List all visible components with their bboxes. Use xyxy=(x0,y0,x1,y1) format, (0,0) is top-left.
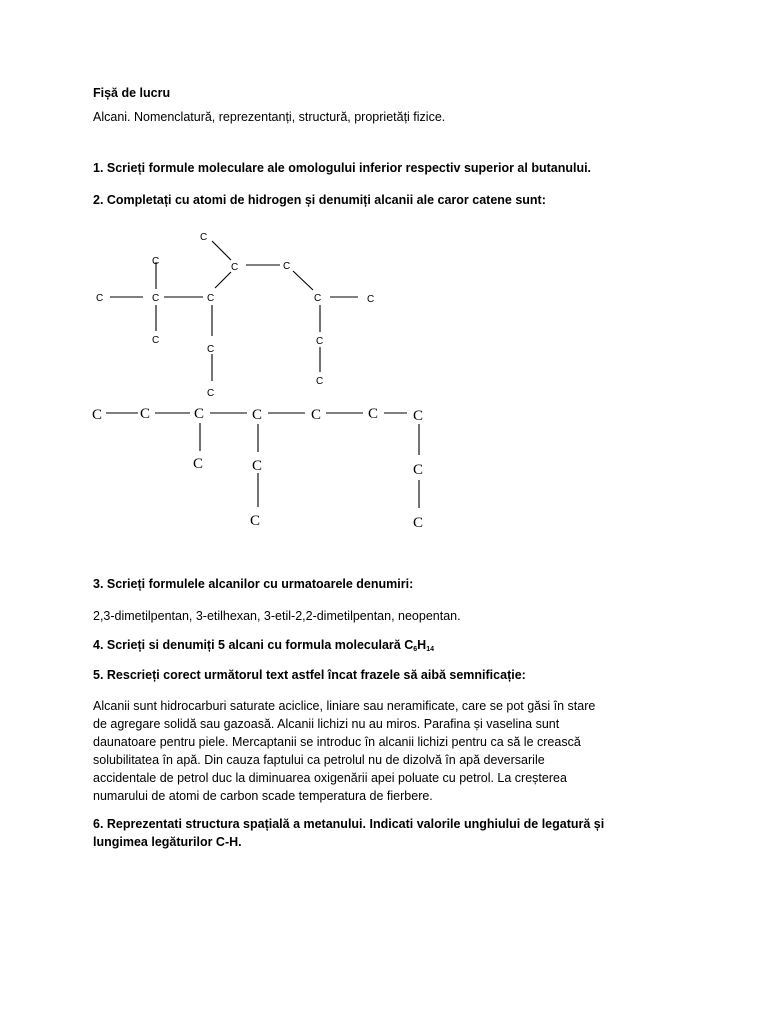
carbon-atom: C xyxy=(413,462,424,478)
carbon-atom: C xyxy=(193,456,204,472)
carbon-chain-2 xyxy=(92,406,423,531)
paragraph-line: accidentale de petrol duc la diminuarea oxigenării apei poluate cu petrol. La creșterea xyxy=(93,771,567,785)
carbon-atom: C xyxy=(140,406,151,422)
carbon-chain-1 xyxy=(96,232,374,399)
carbon-atom: C xyxy=(250,513,261,529)
carbon-atom: C xyxy=(314,293,322,304)
carbon-atom: C xyxy=(207,344,215,355)
paragraph-line: Alcanii sunt hidrocarburi saturate aciclice, liniare sau neramificate, care se pot găsi în stare xyxy=(93,699,596,713)
carbon-atom: C xyxy=(207,293,215,304)
carbon-atom: C xyxy=(252,407,263,423)
carbon-atom: C xyxy=(152,335,160,346)
carbon-atom: C xyxy=(152,293,160,304)
question-4 xyxy=(93,636,434,659)
question-3-names: 2,3-dimetilpentan, 3-etilhexan, 3-etil-2,2-dimetilpentan, neopentan. xyxy=(93,609,461,623)
paragraph-line: solubilitatea în apă. Din cauza faptului ca petrolul nu de dizolvă în apă deversarile xyxy=(93,753,545,767)
question-6-line: 6. Reprezentati structura spațială a metanului. Indicati valorile unghiului de legatură și xyxy=(93,817,605,831)
carbon-atom: C xyxy=(283,261,291,272)
carbon-atom: C xyxy=(413,408,424,424)
carbon-atom: C xyxy=(200,232,208,243)
formula-hydrogen: H xyxy=(417,638,427,652)
carbon-atom: C xyxy=(368,406,379,422)
carbon-atom: C xyxy=(367,294,375,305)
page-title: Fișă de lucru xyxy=(93,86,171,100)
carbon-atom: C xyxy=(152,256,160,267)
formula-subscript-hydrogen: 14 xyxy=(426,646,434,653)
question-5: 5. Rescrieți corect următorul text astfel încat frazele să aibă semnificație: xyxy=(93,668,526,682)
question-2: 2. Completați cu atomi de hidrogen și denumiți alcanii ale caror catene sunt: xyxy=(93,193,546,207)
carbon-atom: C xyxy=(316,376,324,387)
question-3: 3. Scrieți formulele alcanilor cu urmatoarele denumiri: xyxy=(93,577,414,591)
paragraph-line: numarului de atomi de carbon scade temperatura de fierbere. xyxy=(93,789,433,803)
formula-subscript-carbon: 6 xyxy=(413,646,418,653)
carbon-atom: C xyxy=(311,407,322,423)
carbon-atom: C xyxy=(96,293,104,304)
page-subtitle: Alcani. Nomenclatură, reprezentanți, structură, proprietăți fizice. xyxy=(93,110,446,124)
question-1: 1. Scrieți formule moleculare ale omologului inferior respectiv superior al butanului. xyxy=(93,161,592,175)
carbon-atom: C xyxy=(252,458,263,474)
carbon-atom: C xyxy=(194,406,205,422)
question-4-text: 4. Scrieți si denumiți 5 alcani cu formula moleculară C xyxy=(93,638,414,652)
paragraph-line: de agregare solidă sau gazoasă. Alcanii lichizi nu au miros. Parafina și vaselina sunt xyxy=(93,717,560,731)
paragraph-line: daunatoare pentru piele. Mercaptanii se introduc în alcanii lichizi pentru ca să le crească xyxy=(93,735,581,749)
question-5-paragraph xyxy=(93,697,673,805)
carbon-atom: C xyxy=(316,336,324,347)
carbon-atom: C xyxy=(92,407,103,423)
carbon-atom: C xyxy=(413,515,424,531)
question-6 xyxy=(93,815,673,851)
carbon-atom: C xyxy=(231,262,239,273)
carbon-atom: C xyxy=(207,388,215,399)
question-6-line: lungimea legăturilor C-H. xyxy=(93,835,242,849)
